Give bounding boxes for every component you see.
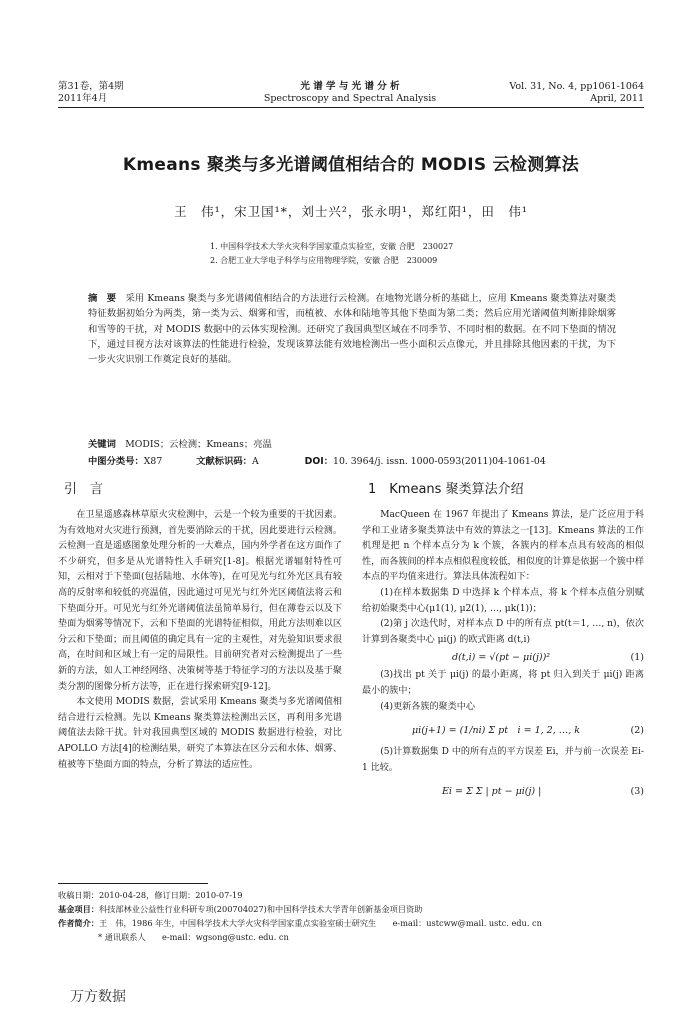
month-year: April, 2011 [590,93,644,104]
funding-label: 基金项目： [58,904,99,914]
affiliation-1: 1. 中国科学技术大学火灾科学国家重点实验室，安徽 合肥 230027 [210,242,454,251]
footnotes [58,888,644,944]
equation-3-number: (3) [630,786,644,798]
classification-line [88,454,616,469]
funding-text: 科技部林业公益性行业科研专项(200704027)和中国科学技术大学青年创新基金项目资助 [98,904,423,914]
intro-heading: 引 言 [64,482,104,497]
equation-1: d(t,i) = √(pt − μi(j))² [452,652,551,664]
keywords-text: MODIS；云检测；Kmeans；亮温 [125,439,272,450]
vol-pages: Vol. 31, No. 4, pp1061-1064 [509,81,644,92]
step-1: (1)在样本数据集 D 中选择 k 个样本点，将 k 个样本点值分别赋给初始聚类中心(μ1(1), μ2(1), …, μk(1))； [362,587,644,614]
keywords [88,437,616,452]
affiliations [210,240,453,268]
footnote-rule [58,883,208,884]
journal-issue [58,81,124,105]
equation-2: μi(j+1) = (1/ni) Σ pt i = 1, 2, …, k [412,725,581,737]
intro-paragraph-1: 在卫星遥感森林草原火灾检测中，云是一个较为重要的干扰因素。为有效地对火灾进行预测，首先要消除云的干扰，因此要进行云检测。云检测一直是遥感图象处理分析的一大难点，国内外学者在这方面作了不少研究，但多是从光谱特性入手研究[1-8]。根据光谱辐射特性可知，云相对于下垫面(包括陆地、水体等)，在可见光与红外光区具有较高的反射率和较低的亮温值，因此通过可见光与红外光区阈值法将云和下垫面分开。可见光与红外光谱阈值法虽简单易行，但在薄卷云以及下垫面为烟雾等情况下，云和下垫面的光谱特征相似，用此方法则难以区分云和下垫面；而且阈值的确定具有一定的主观性，对先验知识要求很高，在时间和区域上有一定的局限性。目前研究者对云检测提出了一些新的方法，如人工神经网络、决策树等基于特征学习的方法以及基于聚类分割的图像分析方法等，正在进行探索研究[9-12]。 [58,510,342,692]
header-rule [58,107,644,108]
equation-3: Ei = Σ Σ | pt − μi(j) | [442,786,542,798]
journal-name-en: Spectroscopy and Spectral Analysis [263,93,437,104]
step-2: (2)第 j 次迭代时，对样本点 D 中的所有点 pt(t＝1, …, n)，依次计算到各聚类中心 μi(j) 的欧式距离 d(t,i) [362,619,644,645]
funding [58,902,644,916]
step-5: (5)计算数据集 D 中的所有点的平方误差 Ei，并与前一次误差 Ei-1 比较。 [362,747,644,773]
doi-value: 10. 3964/j. issn. 1000-0593(2011)04-1061-04 [333,456,546,467]
author-bio [58,916,644,930]
corresponding-author: * 通讯联系人 e-mail：wgsong@ustc. edu. cn [98,932,289,942]
keywords-label: 关键词 [88,439,116,450]
doc-label: 文献标识码： [196,456,252,467]
received-date: 收稿日期：2010-04-28，修订日期：2010-07-19 [58,890,243,900]
equation-1-row [362,648,644,668]
clc-value: X87 [143,456,163,467]
journal-name-cn: 光 谱 学 与 光 谱 分 析 [300,81,400,92]
abstract-label: 摘 要 [88,293,117,304]
section1-body [362,508,644,806]
bio-label: 作者简介： [58,918,99,928]
doc-value: A [251,456,259,467]
step-4: (4)更新各簇的聚类中心 [380,701,475,712]
equation-3-row [362,776,644,806]
bio-text: 王 伟，1986 年生，中国科学技术大学火灾科学国家重点实验室硕士研究生 e-mail：ustcww@mail. ustc. edu. cn [98,918,542,928]
affiliation-2: 2. 合肥工业大学电子科学与应用物理学院，安徽 合肥 230009 [210,256,438,265]
watermark-text: 万方数据 [70,989,126,1005]
paper-title: Kmeans 聚类与多光谱阈值相结合的 MODIS 云检测算法 [122,155,580,175]
abstract-text: 采用 Kmeans 聚类与多光谱阈值相结合的方法进行云检测。在地物光谱分析的基础上，应用 Kmeans 聚类算法对聚类特征数据初始分为两类，第一类为云、烟雾和雪，而植被、水体和陆地等其他下垫面为第二类；然后应用光谱阈值判断排除烟雾和雪等的干扰，对 MODIS 数据中的云体实现检测。还研究了我国典型区域在不同季节、不同时相的数据。在不同下垫面的情况下，通过目视方法对该算法的性能进行检验，发现该算法能有效地检测出一些小面积云点像元，并且排除其他因素的干扰，为下一步火灾识别工作奠定良好的基础。 [88,293,616,366]
author-list: 王 伟¹，宋卫国¹*，刘士兴²，张永明¹，郑红阳¹，田 伟¹ [174,204,528,219]
equation-1-number: (1) [630,652,644,664]
intro-paragraph-2: 本文使用 MODIS 数据，尝试采用 Kmeans 聚类与多光谱阈值相结合进行云检测。先以 Kmeans 聚类算法检测出云区，再利用多光谱阈值法去除干扰。针对我国典型区域的 MODIS 数据进行检验，对比 APOLLO 方法[4]的检测结果，研究了本算法在区分云和水体、烟雾、植被等下垫面方面的特点，分析了算法的适应性。 [58,697,342,770]
section1-heading: 1 Kmeans 聚类算法介绍 [368,482,524,497]
intro-body [58,508,342,773]
clc-label: 中图分类号： [88,456,144,467]
journal-pages [444,81,644,105]
equation-2-row [362,715,644,745]
volume-issue: 第31卷，第4期 [58,81,124,92]
section1-paragraph-1: MacQueen 在 1967 年提出了 Kmeans 算法，是广泛应用于科学和工业诸多聚类算法中有效的算法之一[13]。Kmeans 算法的工作机理是把 n 个样本点分为 k 个簇，各簇内的样本点具有较高的相似性，而各簇间的样本点相似程度较低，相似度的计算是依据一个簇中样本点的平均值来进行。算法具体流程如下： [362,510,644,583]
step-3: (3)找出 pt 关于 μi(j) 的最小距离，将 pt 归入到关于 μi(j) 距离最小的簇中； [362,670,644,696]
equation-2-number: (2) [630,725,644,737]
abstract [88,291,616,367]
issue-date: 2011年4月 [58,93,108,104]
doi-label: DOI： [304,456,334,467]
